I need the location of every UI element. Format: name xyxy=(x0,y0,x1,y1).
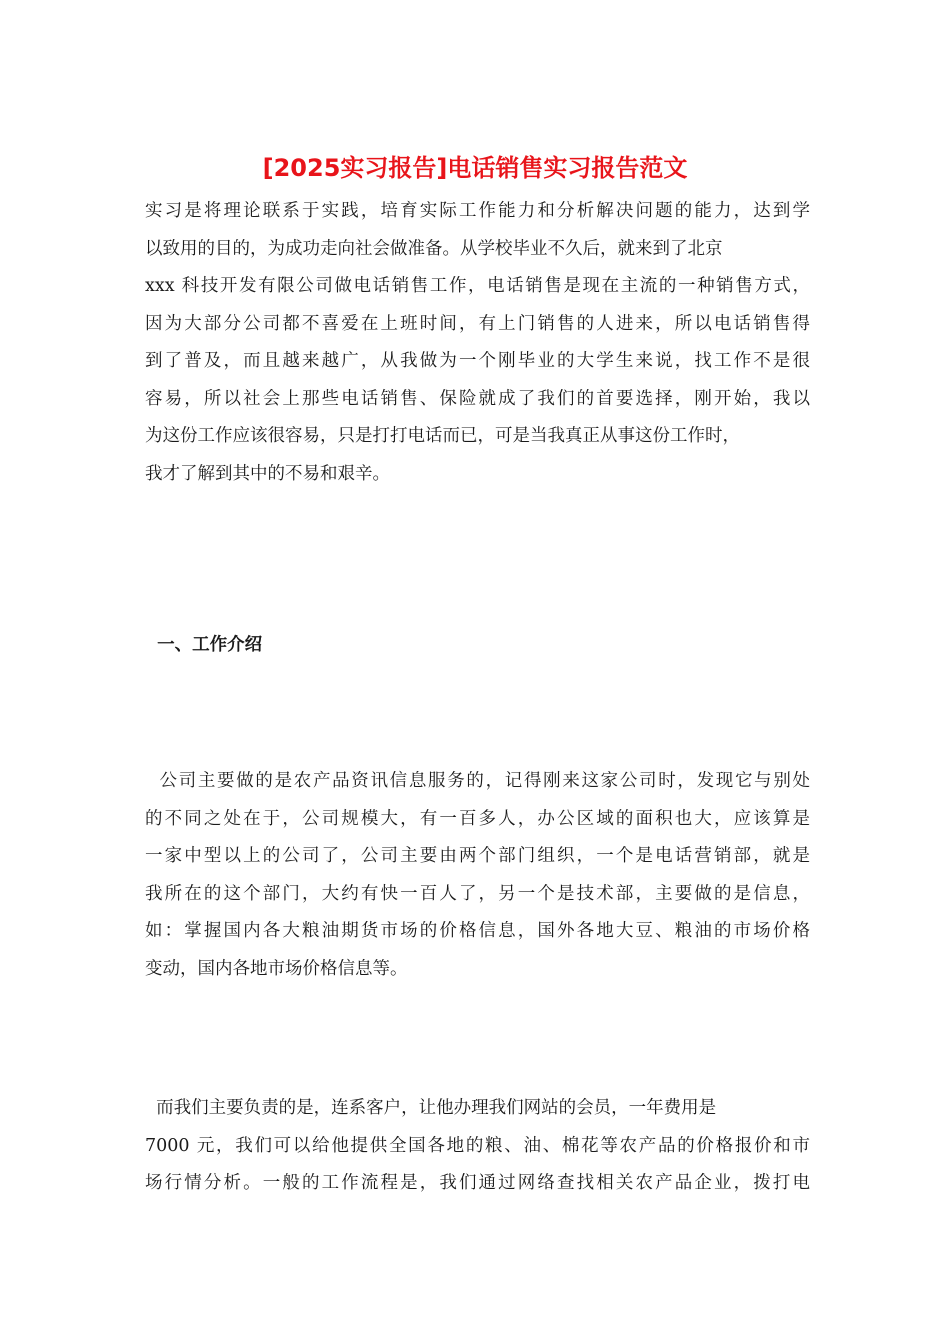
paragraph-line: 到了普及，而且越来越广，从我做为一个刚毕业的大学生来说，找工作不是很 xyxy=(145,351,810,371)
paragraph-line: 我才了解到其中的不易和艰辛。 xyxy=(145,463,390,484)
paragraph-line: 7000 元，我们可以给他提供全国各地的粮、油、棉花等农产品的价格报价和市 xyxy=(145,1135,810,1156)
paragraph-line: 容易，所以社会上那些电话销售、保险就成了我们的首要选择，刚开始，我以 xyxy=(145,388,810,409)
paragraph-line: 而我们主要负责的是，连系客户，让他办理我们网站的会员，一年费用是 xyxy=(145,1098,717,1118)
paragraph-line: 场行情分析。一般的工作流程是，我们通过网络查找相关农产品企业，拨打电 xyxy=(145,1173,810,1193)
paragraph-line: xxx 科技开发有限公司做电话销售工作，电话销售是现在主流的一种销售方式， xyxy=(145,276,810,296)
company-paragraph xyxy=(145,763,810,988)
paragraph-line: 如：掌握国内各大粮油期货市场的价格信息，国外各地大豆、粮油的市场价格 xyxy=(145,921,810,941)
document-title: [2025实习报告]电话销售实习报告范文 xyxy=(262,154,688,182)
paragraph-line: 一家中型以上的公司了，公司主要由两个部门组织，一个是电话营销部，就是 xyxy=(145,846,810,866)
paragraph-line: 公司主要做的是农产品资讯信息服务的，记得刚来这家公司时，发现它与别处 xyxy=(145,771,810,791)
section-heading: 一、工作介绍 xyxy=(145,635,263,655)
duty-paragraph xyxy=(145,1090,810,1203)
paragraph-line: 我所在的这个部门，大约有快一百人了，另一个是技术部，主要做的是信息， xyxy=(145,883,810,904)
paragraph-line: 变动，国内各地市场价格信息等。 xyxy=(145,958,408,979)
intro-paragraph xyxy=(145,193,810,493)
paragraph-line: 因为大部分公司都不喜爱在上班时间，有上门销售的人进来，所以电话销售得 xyxy=(145,313,810,334)
paragraph-line: 实习是将理论联系于实践，培育实际工作能力和分析解决问题的能力，达到学 xyxy=(145,201,810,221)
paragraph-line: 为这份工作应该很容易，只是打打电话而已，可是当我真正从事这份工作时， xyxy=(145,426,740,446)
paragraph-line: 以致用的目的，为成功走向社会做准备。从学校毕业不久后，就来到了北京 xyxy=(145,238,723,259)
paragraph-line: 的不同之处在于，公司规模大，有一百多人，办公区域的面积也大，应该算是 xyxy=(145,808,810,829)
